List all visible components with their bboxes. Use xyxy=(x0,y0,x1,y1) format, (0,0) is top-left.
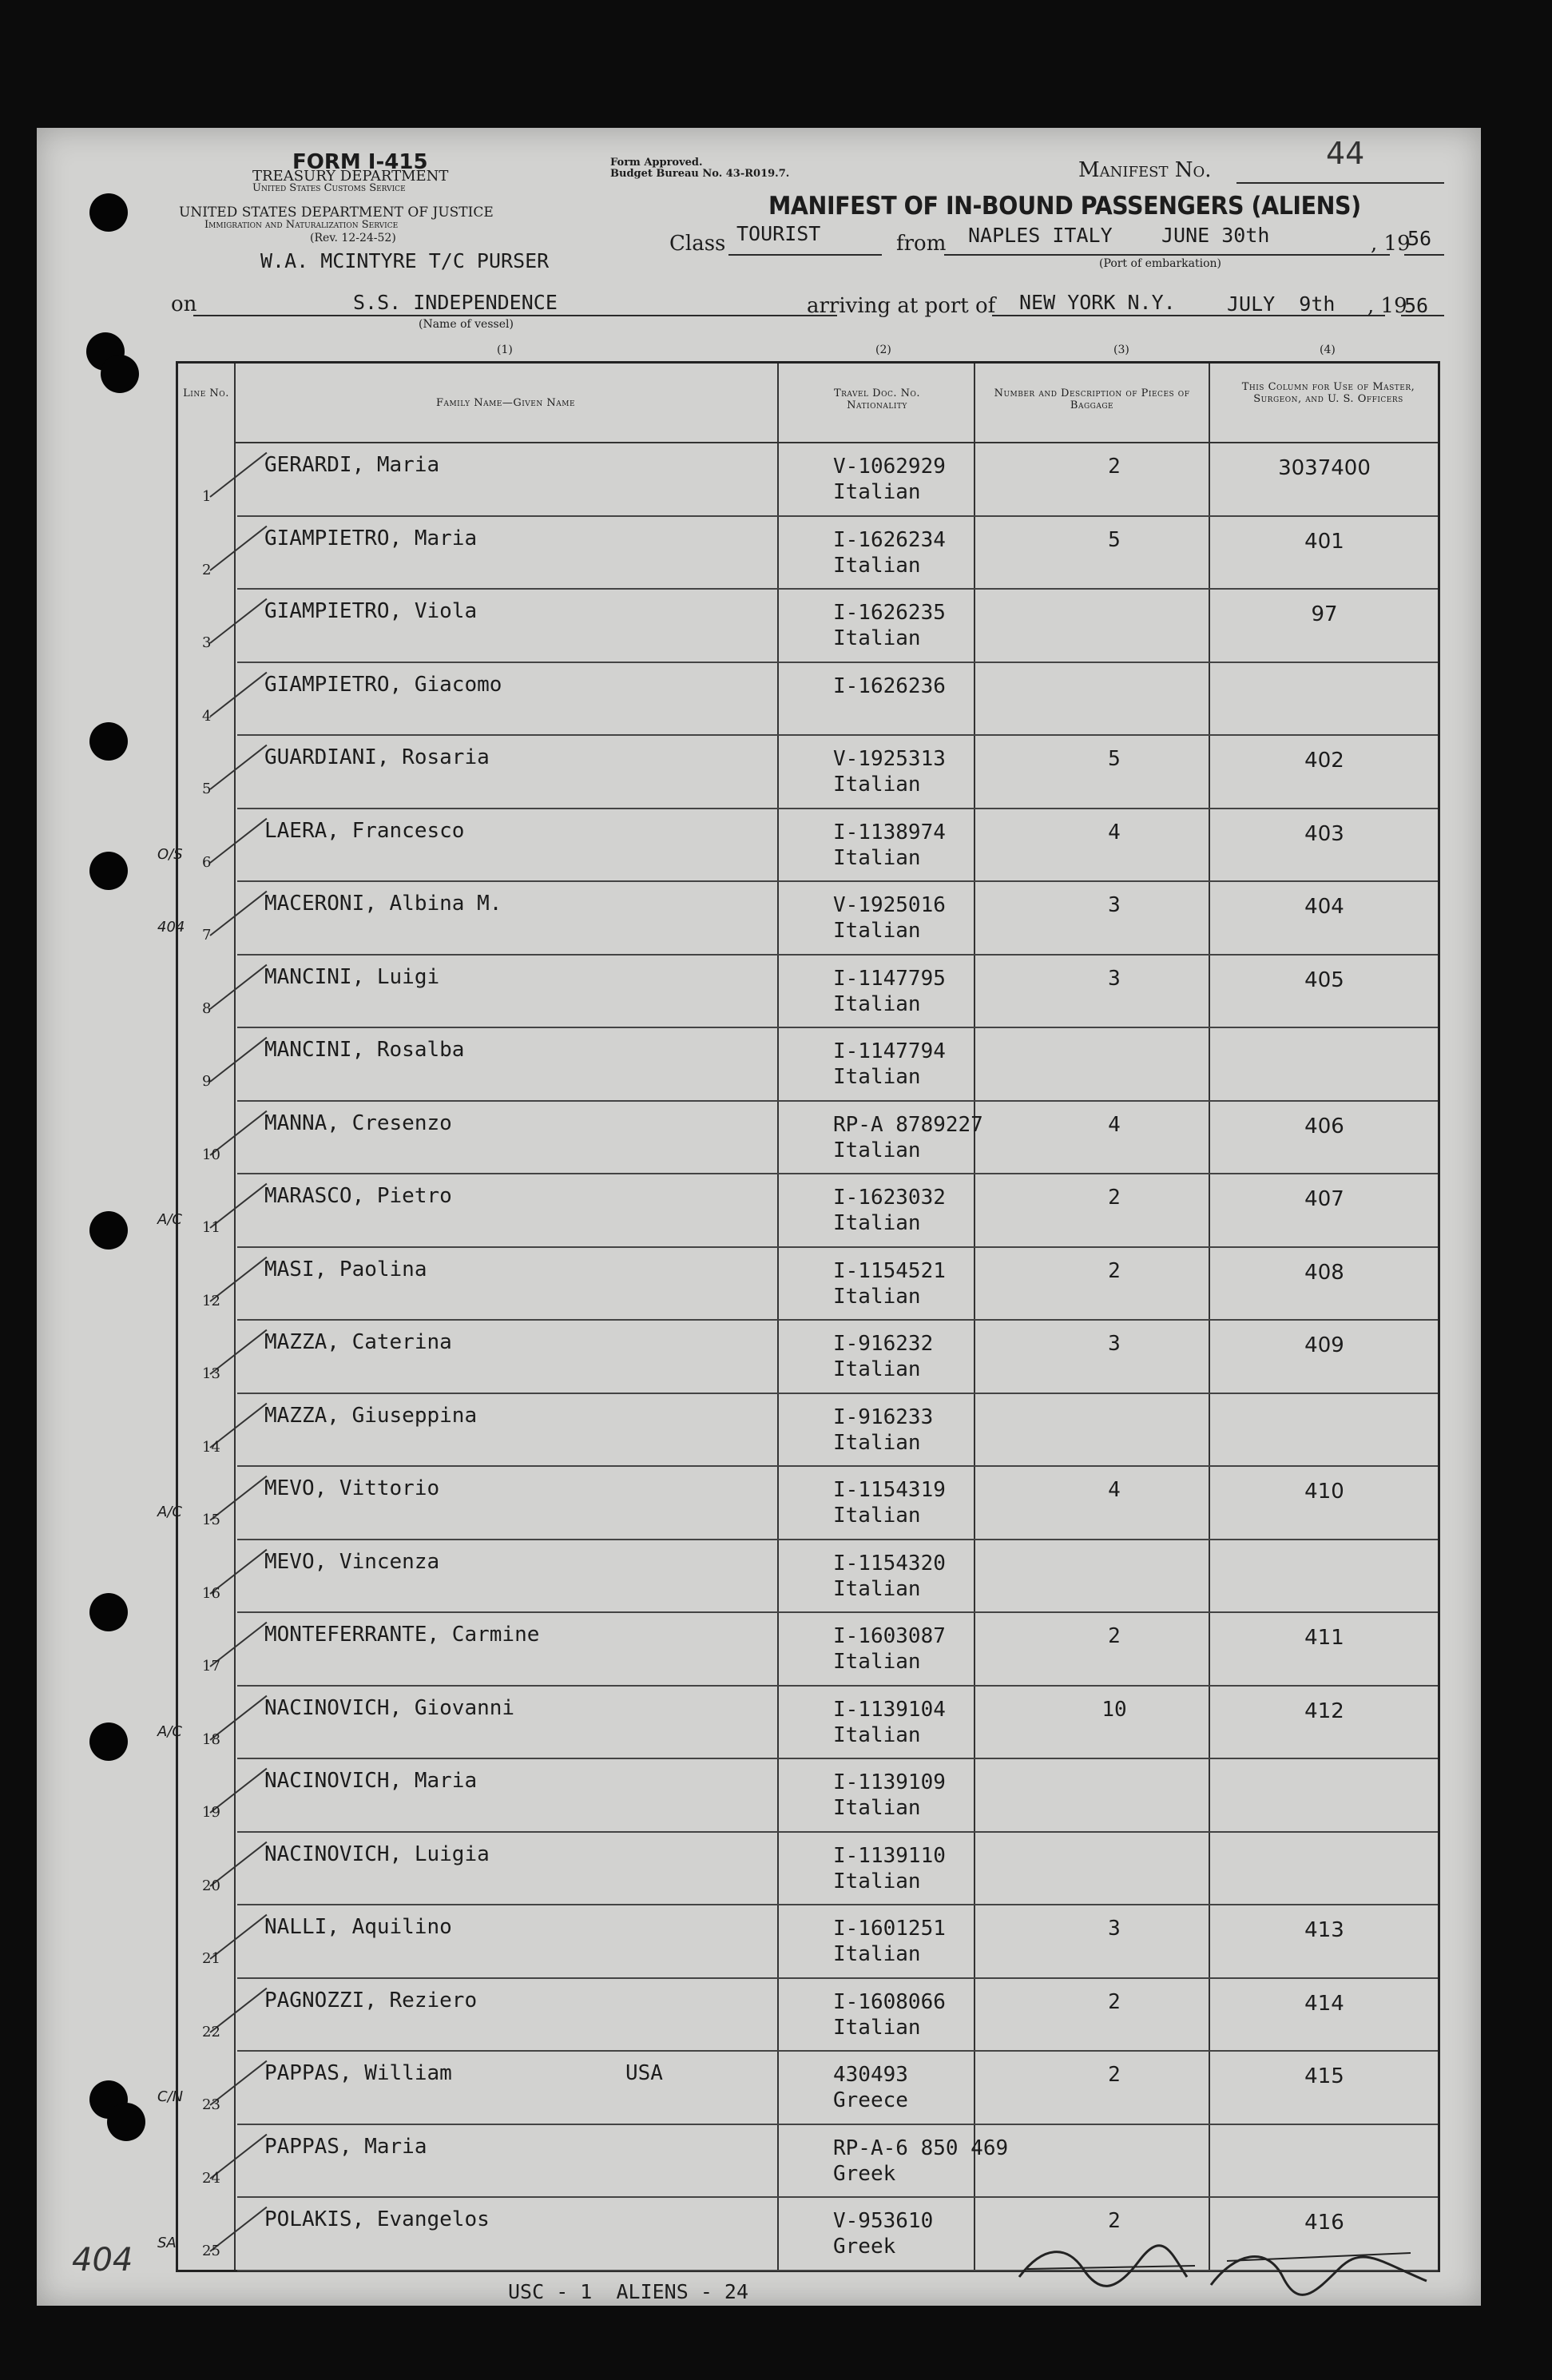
header-officers: This Column for Use of Master, Surgeon, and U. S. Officers xyxy=(1241,381,1415,405)
line-number: 6 xyxy=(202,853,212,871)
check-mark xyxy=(209,452,267,498)
baggage-count: 3 xyxy=(1108,893,1121,917)
officer-number: 97 xyxy=(1311,602,1338,626)
table-row xyxy=(178,1028,1438,1102)
table-row xyxy=(178,1905,1438,1979)
arrival-year-prefix: , 19 xyxy=(1367,294,1407,318)
travel-doc-number: I-1626236 xyxy=(833,673,946,698)
travel-doc-number: I-1154521 xyxy=(833,1258,946,1283)
officer-number: 409 xyxy=(1304,1333,1344,1357)
nationality: Italian xyxy=(833,1138,921,1162)
line-number: 15 xyxy=(202,1512,220,1528)
line-number: 5 xyxy=(202,781,212,797)
table-row xyxy=(178,1540,1438,1614)
officer-number: 407 xyxy=(1304,1187,1344,1211)
table-row xyxy=(178,1759,1438,1833)
form-approved: Form Approved. xyxy=(610,157,703,169)
passenger-name: MARASCO, Pietro xyxy=(264,1184,452,1208)
from-value: NAPLES ITALY xyxy=(968,224,1113,247)
manifest-number: 44 xyxy=(1326,136,1365,171)
year-underline xyxy=(1404,254,1444,256)
nationality: Italian xyxy=(833,1576,921,1601)
line-number: 17 xyxy=(202,1658,220,1675)
baggage-count: 4 xyxy=(1108,1478,1121,1502)
check-mark xyxy=(209,1037,267,1083)
passenger-name: MACERONI, Albina M. xyxy=(264,892,502,916)
nationality: Italian xyxy=(833,773,921,797)
officer-number: 412 xyxy=(1304,1699,1344,1723)
passenger-name: MONTEFERRANTE, Carmine xyxy=(264,1623,540,1647)
budget-line: Budget Bureau No. 43-R019.7. xyxy=(610,168,790,180)
passenger-name: MANNA, Cresenzo xyxy=(264,1111,452,1135)
punch-hole xyxy=(89,1593,128,1631)
baggage-count: 5 xyxy=(1108,527,1121,552)
check-mark xyxy=(209,525,267,570)
class-value: TOURIST xyxy=(736,222,821,245)
baggage-count: 2 xyxy=(1108,1624,1121,1648)
table-row xyxy=(178,1248,1438,1321)
punch-hole xyxy=(107,2103,145,2141)
table-row xyxy=(178,590,1438,663)
nationality: Italian xyxy=(833,1065,921,1089)
col-number-1: (1) xyxy=(497,344,513,356)
travel-doc-number: I-1154320 xyxy=(833,1551,946,1575)
baggage-count: 3 xyxy=(1108,966,1121,991)
passenger-name: MEVO, Vittorio xyxy=(264,1476,440,1500)
embark-year-prefix: , 19 xyxy=(1371,232,1411,256)
arrival-year-underline xyxy=(1401,315,1444,316)
passenger-name: GUARDIANI, Rosaria xyxy=(264,745,490,769)
customs-line: United States Customs Service xyxy=(252,182,406,194)
line-number: 7 xyxy=(202,927,212,944)
passenger-name: PAPPAS, Maria xyxy=(264,2134,427,2159)
page-title: MANIFEST OF IN-BOUND PASSENGERS (ALIENS) xyxy=(768,192,1361,221)
line-number: 22 xyxy=(202,2023,220,2040)
header-line-no: Line No. xyxy=(183,387,229,399)
travel-doc-number: I-916232 xyxy=(833,1332,934,1356)
vessel-caption: (Name of vessel) xyxy=(419,318,514,331)
passenger-name: NACINOVICH, Maria xyxy=(264,1769,478,1793)
passenger-name: MAZZA, Caterina xyxy=(264,1330,452,1354)
baggage-count: 3 xyxy=(1108,1917,1121,1941)
passenger-name: LAERA, Francesco xyxy=(264,818,465,843)
signature-scribble xyxy=(1011,2237,1459,2301)
officer-number: 415 xyxy=(1304,2064,1344,2088)
margin-note: 404 xyxy=(157,919,185,936)
officer-number: 414 xyxy=(1304,1991,1344,2016)
passenger-name: POLAKIS, Evangelos xyxy=(264,2207,490,2231)
travel-doc-number: V-953610 xyxy=(833,2209,934,2233)
arrival-year: 56 xyxy=(1404,294,1429,317)
arriving-label: arriving at port of xyxy=(807,294,996,318)
baggage-count: 4 xyxy=(1108,820,1121,844)
line-number: 13 xyxy=(202,1365,220,1382)
baggage-count: 4 xyxy=(1108,1112,1121,1137)
arrival-date: JULY 9th xyxy=(1227,292,1336,316)
passenger-table xyxy=(157,361,1440,2272)
manifest-no-label: Manifest No. xyxy=(1078,158,1212,182)
travel-doc-number: I-1147795 xyxy=(833,966,946,991)
officer-number: 408 xyxy=(1304,1260,1344,1285)
arrival-port: NEW YORK N.Y. xyxy=(1019,291,1176,314)
travel-doc-number: I-1601251 xyxy=(833,1917,946,1941)
line-number: 18 xyxy=(202,1730,220,1748)
travel-doc-number: I-1139110 xyxy=(833,1843,946,1868)
line-number: 4 xyxy=(202,707,212,725)
margin-note: A/C xyxy=(157,1211,182,1228)
table-row xyxy=(157,2052,1438,2125)
table-row xyxy=(178,736,1438,809)
passenger-name: GIAMPIETRO, Giacomo xyxy=(264,672,502,697)
citizenship-note: USA xyxy=(625,2061,663,2085)
travel-doc-number: I-1603087 xyxy=(833,1624,946,1648)
officer-number: 411 xyxy=(1304,1626,1344,1650)
baggage-count: 5 xyxy=(1108,747,1121,771)
travel-doc-number: I-1154319 xyxy=(833,1478,946,1502)
travel-doc-number: V-1925016 xyxy=(833,893,946,917)
col-number-2: (2) xyxy=(875,344,891,356)
passenger-name: PAGNOZZI, Reziero xyxy=(264,1988,478,2012)
passenger-name: MASI, Paolina xyxy=(264,1257,427,1281)
embark-caption: (Port of embarkation) xyxy=(1099,257,1221,270)
header-doc: Travel Doc. No. Nationality xyxy=(833,387,920,411)
margin-note: A/C xyxy=(157,1722,182,1740)
table-row xyxy=(157,1467,1438,1540)
footer-totals: USC - 1 ALIENS - 24 xyxy=(508,2280,749,2303)
travel-doc-number: I-1147794 xyxy=(833,1039,946,1063)
nationality: Italian xyxy=(833,1942,921,1966)
passenger-name: MAZZA, Giuseppina xyxy=(264,1403,478,1428)
passenger-name: GIAMPIETRO, Viola xyxy=(264,599,478,623)
check-mark xyxy=(209,671,267,717)
from-label: from xyxy=(896,232,947,256)
nationality: Italian xyxy=(833,919,921,943)
table-row xyxy=(157,882,1438,956)
punch-hole xyxy=(89,852,128,890)
line-number: 14 xyxy=(202,1438,220,1456)
nationality: Greek xyxy=(833,2235,896,2259)
nationality: Italian xyxy=(833,553,921,578)
table-row xyxy=(178,1613,1438,1687)
embark-date: JUNE 30th xyxy=(1161,224,1270,247)
travel-doc-number: V-1062929 xyxy=(833,455,946,479)
vessel-name: S.S. INDEPENDENCE xyxy=(353,291,558,314)
baggage-count: 3 xyxy=(1108,1332,1121,1356)
passenger-name: MEVO, Vincenza xyxy=(264,1549,440,1574)
travel-doc-number: I-1626234 xyxy=(833,527,946,552)
travel-doc-number: I-1139109 xyxy=(833,1770,946,1794)
from-underline xyxy=(944,254,1390,256)
margin-note: A/C xyxy=(157,1504,182,1520)
line-number: 24 xyxy=(202,2169,220,2187)
line-number: 12 xyxy=(202,1292,220,1309)
travel-doc-number: I-1623032 xyxy=(833,1186,946,1210)
line-number: 10 xyxy=(202,1146,220,1163)
nationality: Italian xyxy=(833,2015,921,2040)
line-number: 9 xyxy=(202,1073,212,1090)
check-mark xyxy=(209,598,267,644)
nationality: Italian xyxy=(833,1650,921,1674)
class-underline xyxy=(728,254,882,256)
baggage-count: 10 xyxy=(1101,1697,1127,1722)
punch-hole xyxy=(101,355,139,393)
passenger-name: PAPPAS, William xyxy=(264,2061,452,2085)
travel-doc-number: 430493 xyxy=(833,2063,908,2087)
purser-line: W.A. MCINTYRE T/C PURSER xyxy=(260,249,550,272)
punch-hole xyxy=(89,193,128,232)
table-row xyxy=(178,663,1438,737)
margin-note: O/S xyxy=(157,845,183,863)
officer-number: 401 xyxy=(1304,529,1344,554)
travel-doc-number: I-1626235 xyxy=(833,601,946,625)
line-number: 19 xyxy=(202,1804,220,1821)
on-label: on xyxy=(171,292,197,316)
class-label: Class xyxy=(669,232,726,256)
check-mark xyxy=(209,891,267,936)
travel-doc-number: V-1925313 xyxy=(833,747,946,771)
passenger-name: NALLI, Aquilino xyxy=(264,1915,452,1939)
officer-number: 404 xyxy=(1304,895,1344,919)
table-row xyxy=(178,1102,1438,1175)
col-number-3: (3) xyxy=(1113,344,1129,356)
table-row xyxy=(178,1979,1438,2052)
baggage-count: 2 xyxy=(1108,455,1121,479)
passenger-name: MANCINI, Rosalba xyxy=(264,1038,465,1062)
nationality: Italian xyxy=(833,1796,921,1820)
table-row xyxy=(178,2125,1438,2199)
nationality: Greece xyxy=(833,2088,908,2112)
passenger-name: NACINOVICH, Giovanni xyxy=(264,1695,515,1720)
margin-note: SA xyxy=(157,2235,177,2251)
nationality: Italian xyxy=(833,845,921,870)
travel-doc-number: I-1138974 xyxy=(833,820,946,844)
table-row xyxy=(157,1687,1438,1760)
passenger-name: NACINOVICH, Luigia xyxy=(264,1842,490,1866)
officer-number: 410 xyxy=(1304,1480,1344,1504)
baggage-count: 2 xyxy=(1108,1186,1121,1210)
check-mark xyxy=(209,745,267,790)
form-number: FORM I-415 xyxy=(292,150,428,174)
officer-number: 405 xyxy=(1304,967,1344,992)
travel-doc-number: I-1608066 xyxy=(833,1989,946,2014)
margin-note: C/N xyxy=(157,2088,184,2105)
punch-hole xyxy=(89,1722,128,1761)
col-number-4: (4) xyxy=(1320,344,1336,356)
nationality: Italian xyxy=(833,1869,921,1893)
officer-number: 403 xyxy=(1304,821,1344,846)
punch-hole xyxy=(89,722,128,761)
nationality: Greek xyxy=(833,2161,896,2186)
passenger-name: GIAMPIETRO, Maria xyxy=(264,526,478,550)
justice-line: UNITED STATES DEPARTMENT OF JUSTICE xyxy=(179,205,494,221)
travel-doc-number: I-1139104 xyxy=(833,1697,946,1722)
nationality: Italian xyxy=(833,480,921,504)
nationality: Italian xyxy=(833,1357,921,1381)
travel-doc-number: I-916233 xyxy=(833,1405,934,1429)
line-number: 25 xyxy=(202,2243,220,2259)
table-row xyxy=(178,1394,1438,1468)
treasury-line: TREASURY DEPARTMENT xyxy=(252,168,449,185)
nationality: Italian xyxy=(833,626,921,650)
officer-number: 416 xyxy=(1304,2211,1344,2235)
nationality: Italian xyxy=(833,1722,921,1747)
table-row xyxy=(178,1321,1438,1394)
baggage-count: 2 xyxy=(1108,1989,1121,2014)
check-mark xyxy=(209,964,267,1009)
margin-mark: 404 xyxy=(72,2242,133,2279)
table-row xyxy=(157,809,1438,883)
baggage-count: 2 xyxy=(1108,1258,1121,1283)
nationality: Italian xyxy=(833,1211,921,1235)
line-number: 11 xyxy=(202,1219,220,1236)
line-number: 3 xyxy=(202,634,212,651)
table-row xyxy=(178,517,1438,590)
immigration-line: Immigration and Naturalization Service xyxy=(204,219,399,231)
check-mark xyxy=(209,817,267,863)
passenger-name: MANCINI, Luigi xyxy=(264,964,440,989)
line-number: 21 xyxy=(202,1950,220,1967)
header-name: Family Name—Given Name xyxy=(435,397,576,409)
manifest-no-underline xyxy=(1236,182,1444,184)
line-number: 1 xyxy=(202,488,212,505)
nationality: Italian xyxy=(833,1284,921,1309)
officer-number: 3037400 xyxy=(1278,456,1371,480)
table-row xyxy=(178,1833,1438,1906)
punch-hole xyxy=(89,1211,128,1250)
line-number: 23 xyxy=(202,2096,220,2113)
vessel-underline xyxy=(193,315,837,316)
table-row xyxy=(178,956,1438,1029)
travel-doc-number: RP-A-6 850 469 xyxy=(833,2136,1009,2160)
baggage-count: 2 xyxy=(1108,2063,1121,2087)
table-row xyxy=(178,443,1438,517)
officer-number: 406 xyxy=(1304,1114,1344,1138)
nationality: Italian xyxy=(833,1430,921,1455)
header-baggage: Number and Description of Pieces of Baggage xyxy=(994,387,1190,411)
manifest-sheet xyxy=(37,128,1481,2306)
line-number: 8 xyxy=(202,999,212,1017)
officer-number: 402 xyxy=(1304,749,1344,773)
line-number: 16 xyxy=(202,1584,220,1602)
nationality: Italian xyxy=(833,991,921,1016)
officer-number: 413 xyxy=(1304,1918,1344,1942)
passenger-name: GERARDI, Maria xyxy=(264,453,440,477)
baggage-count: 2 xyxy=(1108,2209,1121,2233)
line-number: 20 xyxy=(202,1877,220,1894)
embark-year: 56 xyxy=(1407,227,1432,250)
revision-line: (Rev. 12-24-52) xyxy=(310,232,396,244)
travel-doc-number: RP-A 8789227 xyxy=(833,1112,983,1137)
line-number: 2 xyxy=(202,561,212,578)
nationality: Italian xyxy=(833,1504,921,1528)
table-row xyxy=(157,1174,1438,1248)
